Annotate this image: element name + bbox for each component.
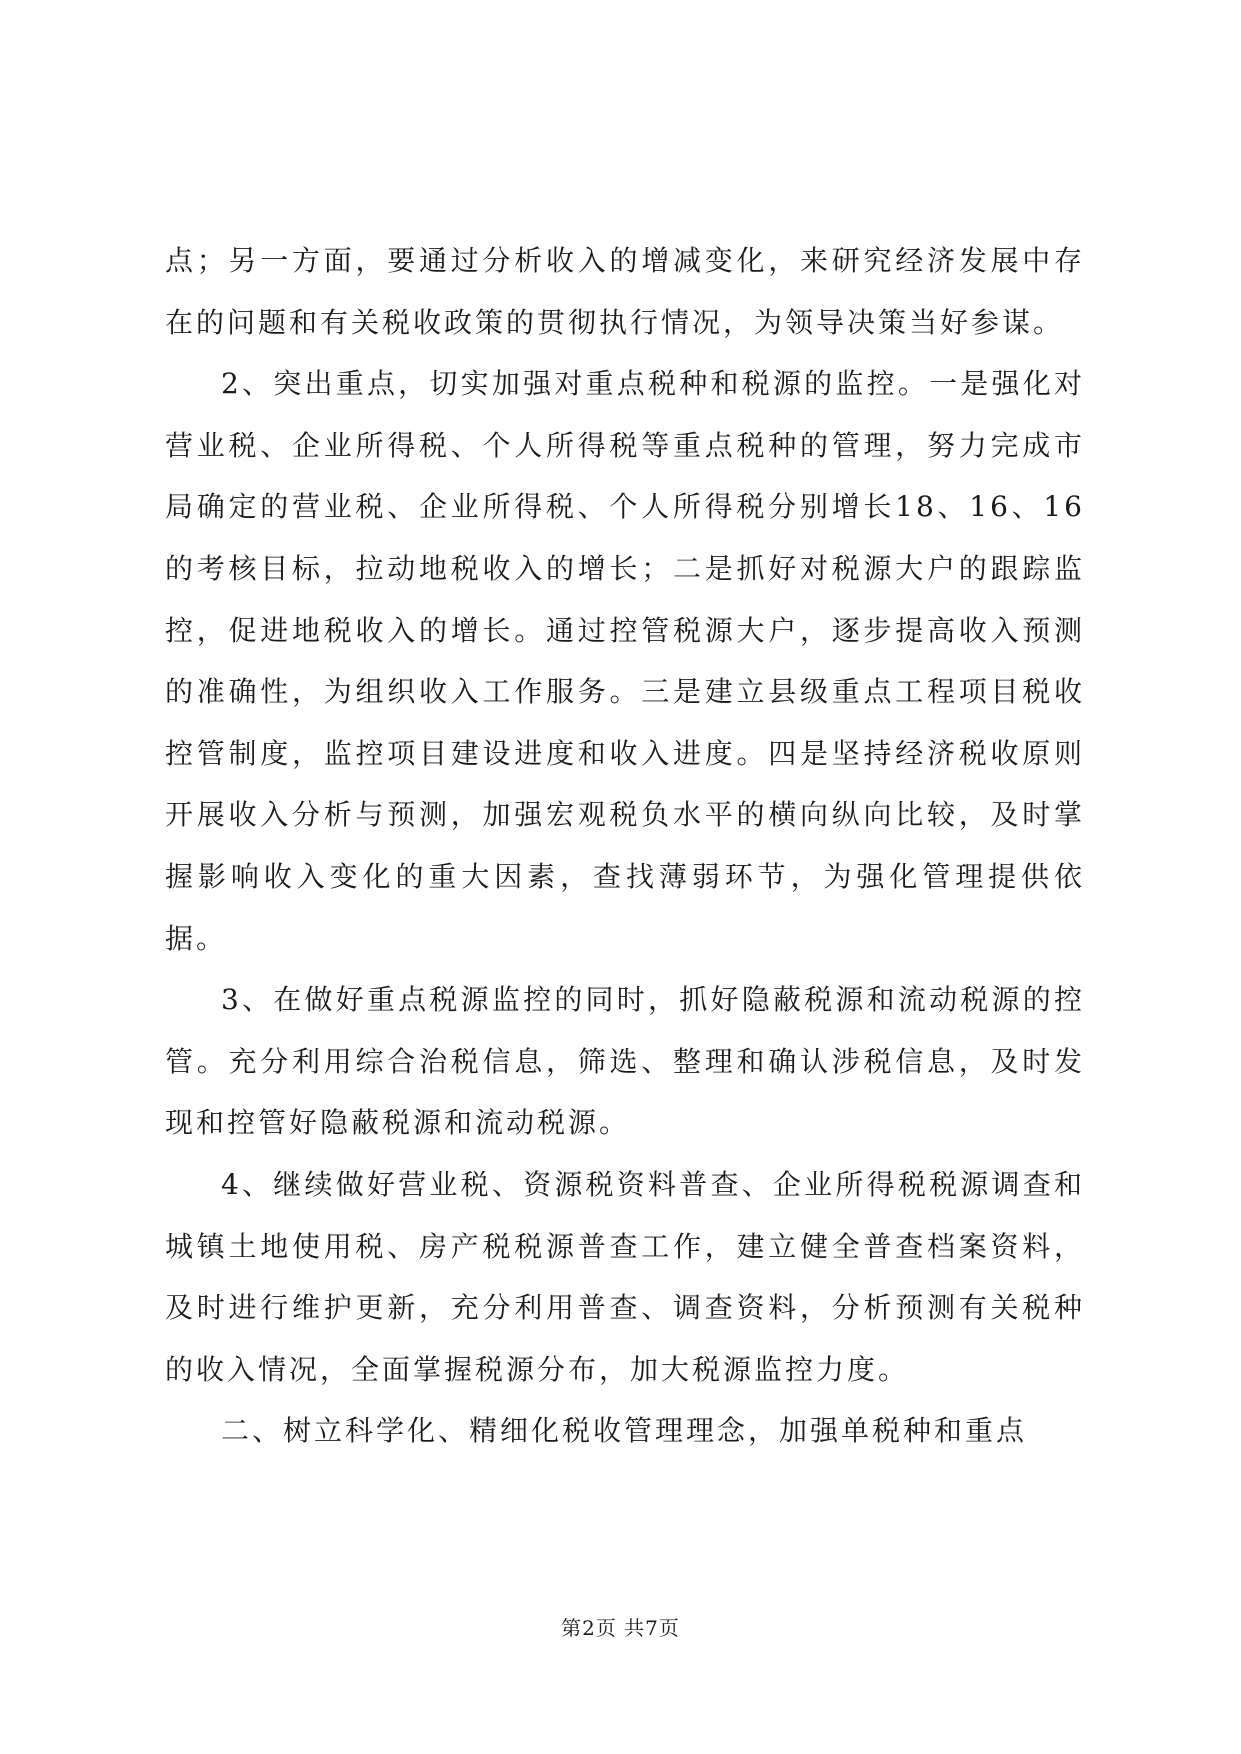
paragraph-item-4: 4、继续做好营业税、资源税资料普查、企业所得税税源调查和城镇土地使用税、房产税税源普查工作，建立健全普查档案资料，及时进行维护更新，充分利用普查、调查资料，分析预测有关税种的收入情况，全面掌握税源分布，加大税源监控力度。 [165,1167,1085,1386]
paragraph-continued: 点；另一方面，要通过分析收入的增减变化，来研究经济发展中存在的问题和有关税收政策的贯彻执行情况，为领导决策当好参谋。 [165,244,1085,339]
paragraph-item-3: 3、在做好重点税源监控的同时，抓好隐蔽税源和流动税源的控管。充分利用综合治税信息，筛选、整理和确认涉税信息，及时发现和控管好隐蔽税源和流动税源。 [165,983,1085,1140]
paragraph-item-2: 2、突出重点，切实加强对重点税种和税源的监控。一是强化对营业税、企业所得税、个人所得税等重点税种的管理，努力完成市局确定的营业税、企业所得税、个人所得税分别增长18、16、16的考核目标，拉动地税收入的增长；二是抓好对税源大户的跟踪监控，促进地税收入的增长。通过控管税源大户，逐步提高收入预测的准确性，为组织收入工作服务。三是建立县级重点工程项目税收控管制度，监控项目建设进度和收入进度。四是坚持经济税收原则开展收入分析与预测，加强宏观税负水平的横向纵向比较，及时掌握影响收入变化的重大因素，查找薄弱环节，为强化管理提供依据。 [165,367,1085,955]
body-text [165,230,1085,1462]
page-footer: 第2页 共7页 [561,1616,680,1640]
section-heading-2: 二、树立科学化、精细化税收管理理念，加强单税种和重点 [221,1414,1028,1448]
